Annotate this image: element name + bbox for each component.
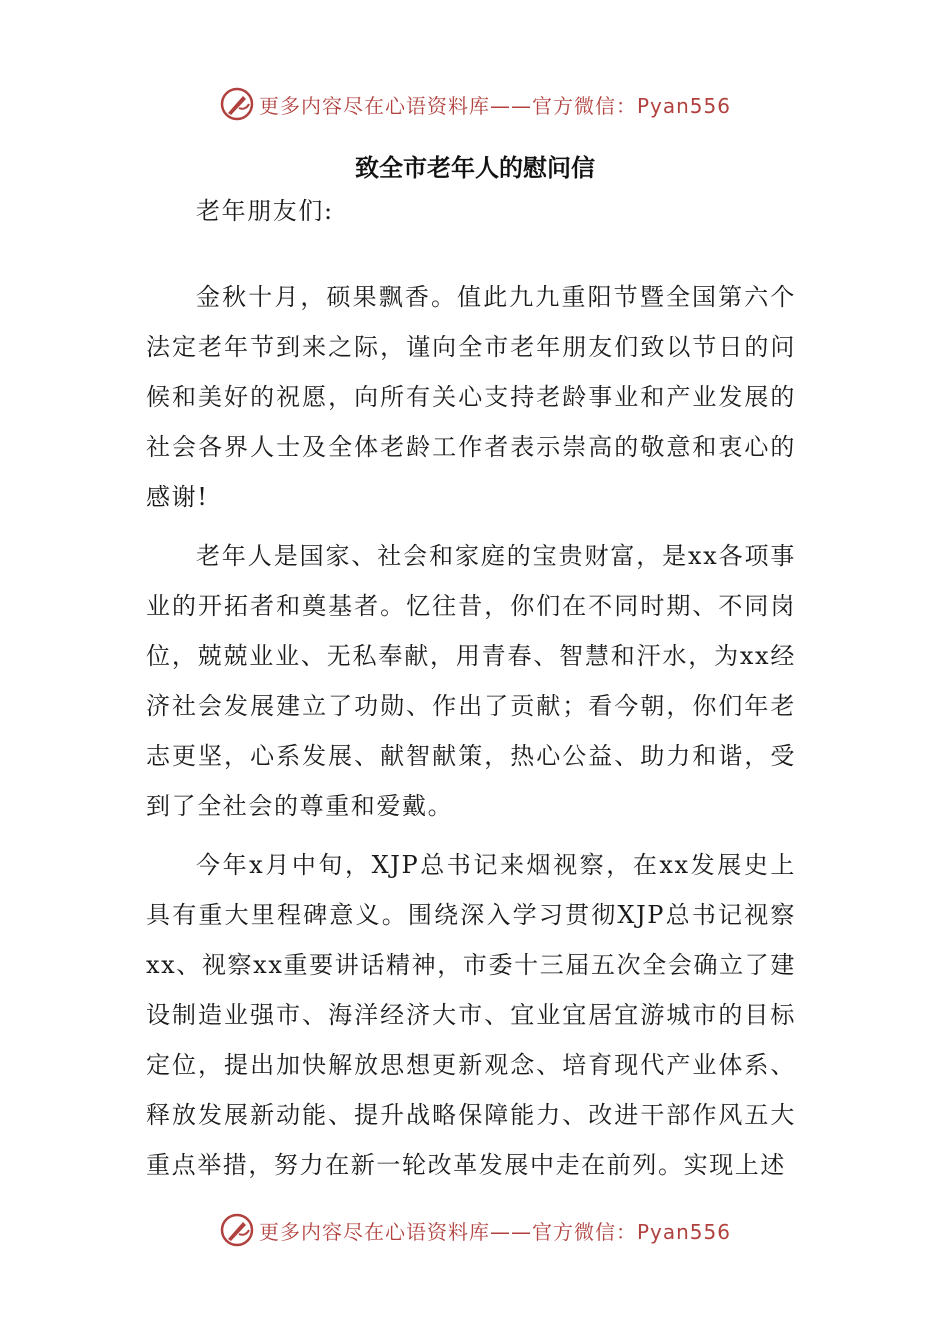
paragraph-text: 金秋十月，硕果飘香。值此九九重阳节暨全国第六个法定老年节到来之际，谨向全市老年朋友们致以节日的问候和美好的祝愿，向所有关心支持老龄事业和产业发展的社会各界人士及全体老龄工作者表示崇高的敬意和衷心的感谢! — [146, 283, 796, 511]
paragraph-text: 今年x月中旬，XJP总书记来烟视察，在xx发展史上具有重大里程碑意义。围绕深入学习贯彻XJP总书记视察xx、视察xx重要讲话精神，市委十三届五次全会确立了建设制造业强市、海洋经济大市、宜业宜居宜游城市的目标定位，提出加快解放思想更新观念、培育现代产业体系、释放发展新动能、提升战略保障能力、改进干部作风五大重点举措，努力在新一轮改革发展中走在前列。实现上述 — [146, 851, 796, 1179]
footer-banner — [0, 1208, 950, 1252]
greeting: 老年朋友们: — [196, 197, 334, 225]
pen-logo-icon — [219, 1212, 255, 1248]
footer-banner-text: 更多内容尽在心语资料库——官方微信：Pyan556 — [258, 1219, 731, 1244]
header-banner-text: 更多内容尽在心语资料库——官方微信：Pyan556 — [258, 93, 731, 118]
paragraph-text: 老年人是国家、社会和家庭的宝贵财富，是xx各项事业的开拓者和奠基者。忆往昔，你们在不同时期、不同岗位，兢兢业业、无私奉献，用青春、智慧和汗水，为xx经济社会发展建立了功勋、作出了贡献；看今朝，你们年老志更坚，心系发展、献智献策，热心公益、助力和谐，受到了全社会的尊重和爱戴。 — [146, 542, 796, 820]
document-title: 致全市老年人的慰问信 — [355, 154, 595, 182]
header-banner — [0, 82, 950, 126]
pen-logo-icon — [219, 86, 255, 122]
paragraph-2 — [146, 531, 796, 843]
paragraph-3 — [146, 840, 796, 1202]
paragraph-1 — [146, 272, 796, 534]
